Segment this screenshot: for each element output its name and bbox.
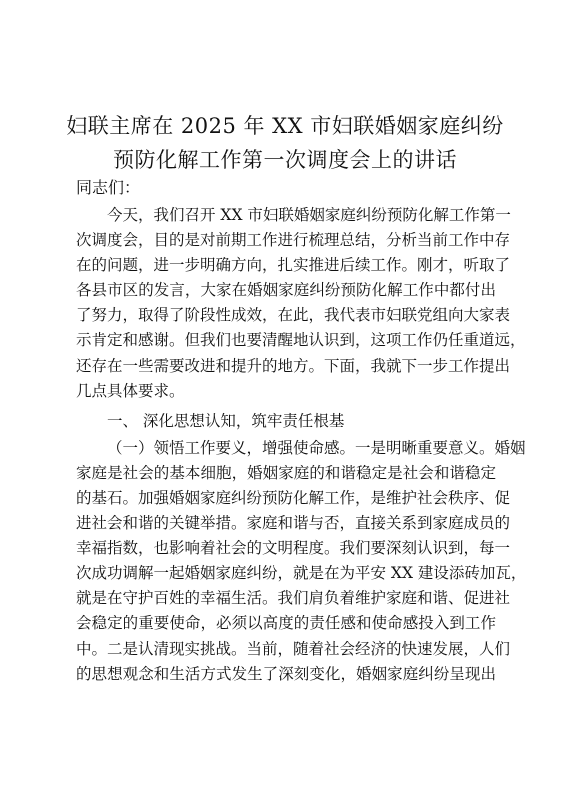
section-line: 次成功调解一起婚姻家庭纠纷，就是在为平安 XX 建设添砖加瓦，	[76, 564, 527, 582]
section-line: 的基石。加强婚姻家庭纠纷预防化解工作，是维护社会秩序、促	[76, 489, 511, 507]
body-line: 示肯定和感谢。但我们也要清醒地认识到，这项工作仍任重道远，	[76, 331, 526, 349]
body-line: 还存在一些需要改进和提升的地方。下面，我就下一步工作提出	[76, 357, 511, 375]
salutation: 同志们：	[76, 178, 141, 197]
section-line: 家庭是社会的基本细胞，婚姻家庭的和谐稳定是社会和谐稳定	[76, 464, 496, 482]
body-line: 几点具体要求。	[76, 382, 185, 400]
body-line: 今天，我们召开 XX 市妇联婚姻家庭纠纷预防化解工作第一	[107, 206, 511, 224]
document-title-line-1: 妇联主席在 2025 年 XX 市妇联婚姻家庭纠纷	[66, 114, 504, 138]
document-title-line-2: 预防化解工作第一次调度会上的讲话	[113, 148, 457, 172]
section-line: （一）领悟工作要义，增强使命感。一是明晰重要意义。婚姻	[107, 439, 526, 457]
section-line: 会稳定的重要使命，必须以高度的责任感和使命感投入到工作	[76, 614, 496, 632]
section-heading: 一、 深化思想认知，筑牢责任根基	[107, 412, 345, 430]
body-line: 在的问题，进一步明确方向，扎实推进后续工作。刚才，听取了	[76, 256, 511, 274]
body-line: 了努力，取得了阶段性成效，在此，我代表市妇联党组向大家表	[76, 306, 511, 324]
body-line: 各县市区的发言，大家在婚姻家庭纠纷预防化解工作中都付出	[76, 281, 496, 299]
section-line: 的思想观念和生活方式发生了深刻变化，婚姻家庭纠纷呈现出	[76, 665, 496, 683]
section-line: 进社会和谐的关键举措。家庭和谐与否，直接关系到家庭成员的	[76, 514, 511, 532]
body-line: 次调度会，目的是对前期工作进行梳理总结，分析当前工作中存	[76, 231, 511, 249]
section-line: 幸福指数，也影响着社会的文明程度。我们要深刻认识到，每一	[76, 539, 511, 557]
section-line: 中。二是认清现实挑战。当前，随着社会经济的快速发展，人们	[76, 640, 511, 658]
section-line: 就是在守护百姓的幸福生活。我们肩负着维护家庭和谐、促进社	[76, 589, 511, 607]
